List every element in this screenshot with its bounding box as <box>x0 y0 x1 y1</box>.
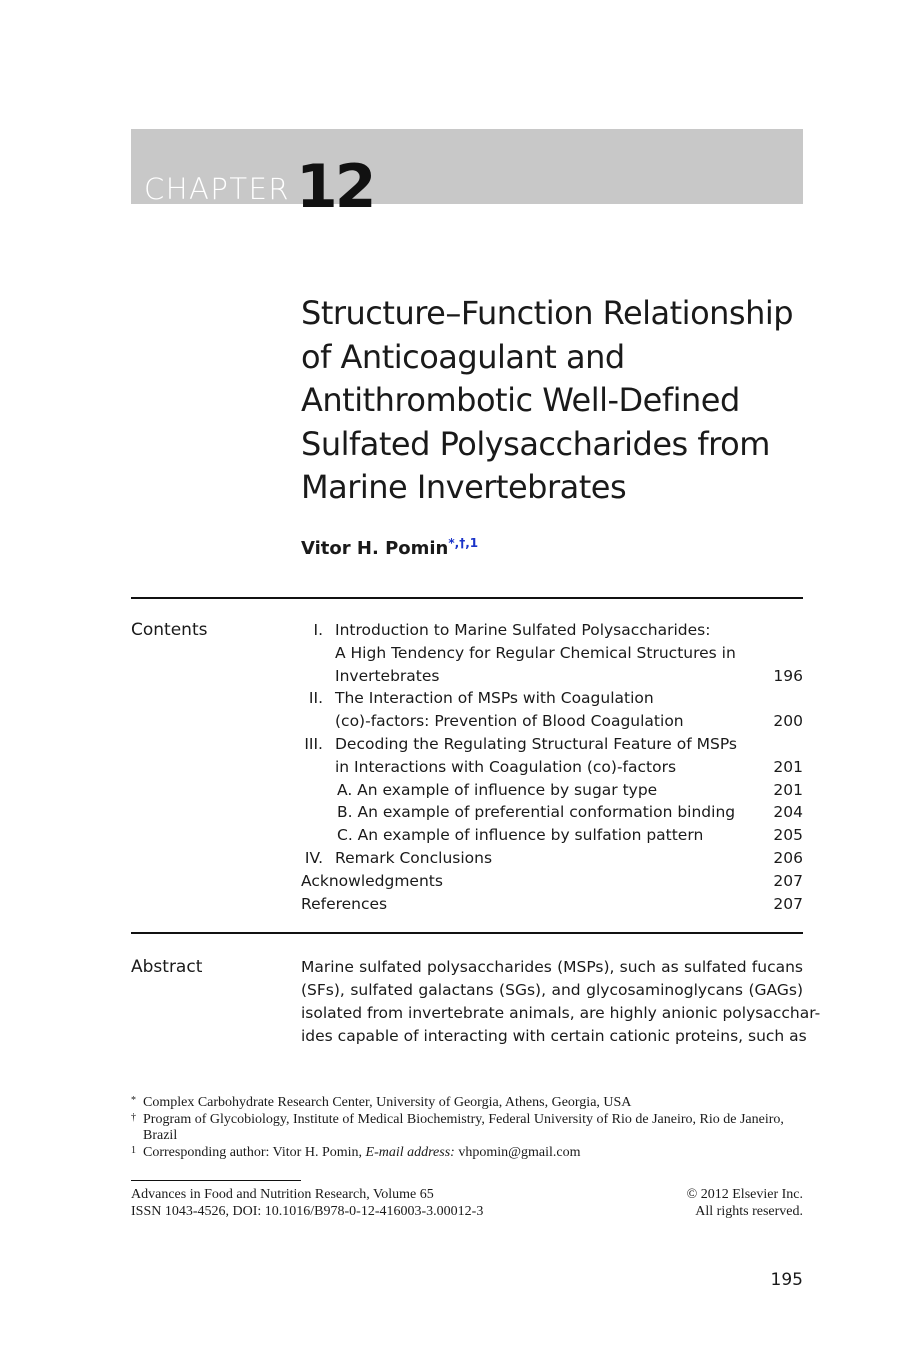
author-affiliation-marks[interactable]: *,†,1 <box>448 536 479 550</box>
abstract-line: ides capable of interacting with certain cationic proteins, such as <box>301 1027 807 1045</box>
toc-entry[interactable] <box>301 870 803 893</box>
toc-entry-title: Decoding the Regulating Structural Feature of MSPs <box>335 734 737 753</box>
table-of-contents <box>301 619 803 915</box>
toc-entry[interactable] <box>301 893 803 916</box>
toc-entry-number: II. <box>308 689 323 708</box>
toc-entry-page: 196 <box>773 666 803 685</box>
toc-entry-title: C. An example of influence by sulfation pattern <box>337 826 704 845</box>
toc-entry[interactable] <box>301 824 803 847</box>
page-number: 195 <box>770 1270 803 1290</box>
toc-entry-title: A High Tendency for Regular Chemical Structures in <box>335 643 736 662</box>
abstract-label: Abstract <box>131 957 203 977</box>
toc-entry[interactable] <box>301 619 803 642</box>
toc-entry-title: Introduction to Marine Sulfated Polysaccharides: <box>335 621 711 639</box>
footnote <box>131 1145 803 1162</box>
toc-entry-number: IV. <box>304 848 323 867</box>
toc-entry-page: 200 <box>773 712 803 731</box>
author <box>301 536 478 559</box>
contents-label: Contents <box>131 620 208 640</box>
toc-entry[interactable] <box>301 801 803 824</box>
toc-entry-title: in Interactions with Coagulation (co)-factors <box>335 757 677 776</box>
rights: All rights reserved. <box>695 1204 803 1219</box>
footnote-email[interactable]: vhpomin@gmail.com <box>454 1144 581 1160</box>
toc-entry-number: III. <box>304 734 323 753</box>
toc-entry-page: 207 <box>773 871 803 890</box>
toc-entry-title: Acknowledgments <box>301 871 443 890</box>
footnote-text: Program of Glycobiology, Institute of Medical Biochemistry, Federal University of Rio de Janeiro, Rio de Janeiro, Brazil <box>143 1111 784 1143</box>
toc-entry[interactable] <box>301 710 803 733</box>
author-name: Vitor H. Pomin <box>301 538 449 559</box>
toc-entry-page: 206 <box>773 848 803 867</box>
title-line: Structure–Function Relationship <box>301 294 794 332</box>
toc-entry-title: Invertebrates <box>335 666 440 685</box>
divider <box>131 597 803 599</box>
copyright-info <box>687 1186 803 1220</box>
abstract-line: (SFs), sulfated galactans (SGs), and glycosaminoglycans (GAGs) <box>301 981 803 999</box>
footnote <box>131 1095 803 1112</box>
toc-entry[interactable] <box>301 733 803 756</box>
title-line: Marine Invertebrates <box>301 468 627 506</box>
footnotes <box>131 1095 803 1161</box>
toc-entry-number: I. <box>313 621 323 639</box>
toc-entry-page: 205 <box>773 826 803 845</box>
abstract-text <box>301 956 821 1048</box>
toc-entry-title: References <box>301 894 388 913</box>
publication-info <box>131 1186 483 1220</box>
chapter-label: CHAPTER <box>144 172 291 206</box>
toc-entry-title: Remark Conclusions <box>335 848 493 867</box>
footnote-mark: † <box>131 1111 136 1123</box>
toc-entry-page: 201 <box>773 757 803 776</box>
toc-entry-page: 207 <box>773 894 803 913</box>
copyright: © 2012 Elsevier Inc. <box>686 1187 803 1202</box>
chapter-number: 12 <box>296 152 374 222</box>
abstract-line: Marine sulfated polysaccharides (MSPs), such as sulfated fucans <box>301 958 803 976</box>
footnote-mark: 1 <box>131 1144 136 1156</box>
toc-entry-title: The Interaction of MSPs with Coagulation <box>335 689 654 708</box>
toc-entry-page: 204 <box>773 803 803 822</box>
toc-entry-title: (co)-factors: Prevention of Blood Coagulation <box>335 712 684 731</box>
toc-entry[interactable] <box>301 642 803 665</box>
title-line: Antithrombotic Well-Defined <box>301 381 740 419</box>
toc-entry-title: A. An example of influence by sugar type <box>337 780 658 799</box>
footnote-text: Corresponding author: Vitor H. Pomin, <box>143 1144 366 1160</box>
toc-entry[interactable] <box>301 665 803 688</box>
footnote-text: Complex Carbohydrate Research Center, University of Georgia, Athens, Georgia, USA <box>143 1095 632 1110</box>
title-line: Sulfated Polysaccharides from <box>301 424 770 463</box>
toc-entry[interactable] <box>301 756 803 779</box>
footer-rule <box>131 1180 301 1181</box>
chapter-title <box>301 292 821 510</box>
toc-entry[interactable] <box>301 847 803 870</box>
toc-entry-page: 201 <box>773 780 803 799</box>
toc-entry[interactable] <box>301 687 803 710</box>
title-line: of Anticoagulant and <box>301 337 625 376</box>
toc-entry-title: B. An example of preferential conformation binding <box>337 803 736 822</box>
abstract-line: isolated from invertebrate animals, are highly anionic polysacchar- <box>301 1004 821 1022</box>
journal-name: Advances in Food and Nutrition Research, Volume 65 <box>131 1187 434 1202</box>
footnote-email-label: E-mail address: <box>365 1144 455 1160</box>
issn-doi: ISSN 1043-4526, DOI: 10.1016/B978-0-12-416003-3.00012-3 <box>131 1204 484 1219</box>
footnote-mark: * <box>131 1095 136 1106</box>
toc-entry[interactable] <box>301 779 803 802</box>
footnote <box>131 1112 803 1145</box>
divider <box>131 932 803 934</box>
